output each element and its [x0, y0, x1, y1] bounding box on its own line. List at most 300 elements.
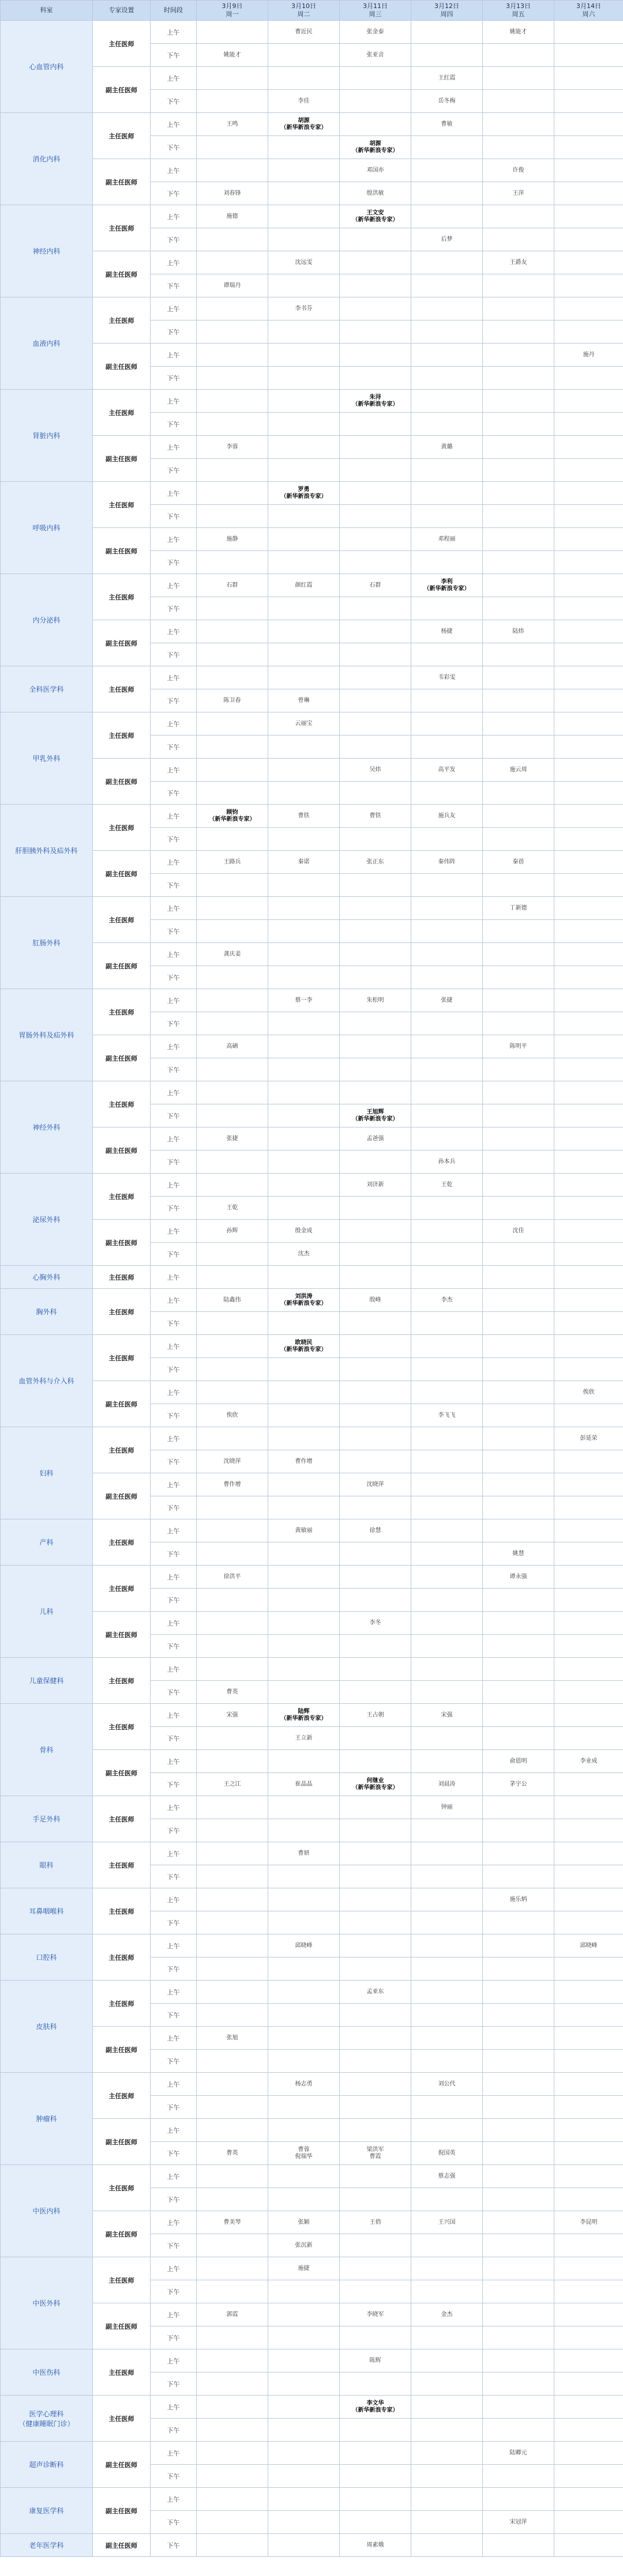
doctor-cell [197, 1635, 268, 1658]
doctor-cell[interactable]: 张捷 [197, 1127, 268, 1151]
doctor-cell [268, 1612, 340, 1635]
expert-level: 主任医师 [93, 1658, 151, 1704]
doctor-cell [554, 1127, 623, 1151]
expert-level: 主任医师 [93, 1842, 151, 1888]
doctor-cell[interactable]: 俟欣 [197, 1404, 268, 1427]
doctor-cell[interactable]: 颜红霞 [268, 574, 340, 597]
doctor-cell [197, 1658, 268, 1681]
doctor-cell[interactable]: 沈晓萍 [197, 1450, 268, 1473]
doctor-cell[interactable]: 陈卫春 [197, 689, 268, 712]
doctor-cell [483, 943, 554, 966]
doctor-cell [554, 2511, 623, 2534]
doctor-cell [554, 182, 623, 205]
doctor-cell [268, 2349, 340, 2373]
doctor-cell[interactable]: 宋冠萍 [483, 2511, 554, 2534]
doctor-cell[interactable]: 沈杰 [268, 1243, 340, 1266]
doctor-cell [554, 1058, 623, 1081]
doctor-cell[interactable]: 陈明平 [483, 1035, 554, 1058]
doctor-cell [268, 1151, 340, 1174]
doctor-cell[interactable]: 殷峰 [340, 1289, 411, 1312]
doctor-cell [411, 1104, 483, 1127]
doctor-cell [197, 597, 268, 620]
doctor-cell[interactable]: 俞恩明 [483, 1750, 554, 1773]
header-dept: 科室 [1, 1, 93, 21]
doctor-cell[interactable]: 谭瑞丹 [197, 274, 268, 297]
doctor-cell [340, 459, 411, 482]
doctor-cell[interactable]: 石群 [197, 574, 268, 597]
doctor-cell[interactable]: 王红霞 [411, 67, 483, 90]
doctor-cell [483, 1243, 554, 1266]
doctor-cell[interactable]: 李晓军 [340, 2303, 411, 2326]
header-slot: 时间段 [151, 1, 197, 21]
time-slot: 上午 [151, 390, 197, 413]
doctor-cell [483, 574, 554, 597]
doctor-cell[interactable]: 施乐炳 [483, 1888, 554, 1911]
time-slot: 下午 [151, 1819, 197, 1842]
expert-level: 副主任医师 [93, 943, 151, 989]
doctor-cell[interactable]: 宋强 [411, 1704, 483, 1727]
doctor-cell [197, 828, 268, 851]
doctor-cell[interactable]: 张沉新 [268, 2234, 340, 2257]
expert-level: 主任医师 [93, 2257, 151, 2303]
doctor-cell [411, 2096, 483, 2119]
doctor-cell[interactable]: 王之江 [197, 1773, 268, 1796]
doctor-cell[interactable]: 胡源 （新华新浪专家） [268, 113, 340, 136]
doctor-cell[interactable]: 王乾 [197, 1197, 268, 1220]
doctor-cell [411, 1542, 483, 1566]
doctor-cell [340, 482, 411, 505]
doctor-cell[interactable]: 曹铁 [340, 805, 411, 828]
doctor-cell[interactable]: 王鸣 [197, 113, 268, 136]
doctor-cell [197, 459, 268, 482]
time-slot: 下午 [151, 1404, 197, 1427]
doctor-cell [197, 1427, 268, 1450]
doctor-cell [483, 2234, 554, 2257]
doctor-cell[interactable]: 施兵友 [411, 805, 483, 828]
time-slot: 下午 [151, 551, 197, 574]
doctor-cell [268, 620, 340, 643]
doctor-cell [554, 2465, 623, 2488]
time-slot: 下午 [151, 1012, 197, 1035]
doctor-cell[interactable]: 施捷 [268, 2257, 340, 2280]
schedule-row [1, 1035, 623, 1058]
doctor-cell [268, 2280, 340, 2303]
doctor-cell [554, 1958, 623, 1981]
doctor-cell[interactable]: 孟亚东 [340, 1981, 411, 2004]
time-slot: 下午 [151, 367, 197, 390]
department-name: 皮肤科 [1, 1981, 93, 2073]
doctor-cell[interactable]: 茅宇公 [483, 1773, 554, 1796]
doctor-cell [268, 390, 340, 413]
doctor-cell[interactable]: 崔晶晶 [268, 1773, 340, 1796]
doctor-cell[interactable]: 李飞飞 [411, 1404, 483, 1427]
doctor-cell [554, 897, 623, 920]
doctor-cell[interactable]: 陆炜 [483, 620, 554, 643]
time-slot: 下午 [151, 1243, 197, 1266]
doctor-cell [268, 2050, 340, 2073]
doctor-cell[interactable]: 黄璐 [411, 436, 483, 459]
doctor-cell[interactable]: 后梦 [411, 228, 483, 251]
time-slot: 下午 [151, 920, 197, 943]
doctor-cell [268, 505, 340, 528]
doctor-cell [197, 2257, 268, 2280]
doctor-cell[interactable]: 陆卿元 [483, 2442, 554, 2465]
doctor-cell [554, 2027, 623, 2050]
expert-level: 副主任医师 [93, 1127, 151, 1174]
doctor-cell [268, 1312, 340, 1335]
expert-level: 副主任医师 [93, 759, 151, 805]
time-slot: 上午 [151, 2165, 197, 2188]
doctor-cell[interactable]: 宋强 [197, 1704, 268, 1727]
doctor-cell [483, 989, 554, 1012]
schedule-row [1, 851, 623, 874]
doctor-cell [197, 620, 268, 643]
doctor-cell[interactable]: 李文华 （新华新浪专家） [340, 2396, 411, 2419]
doctor-cell [340, 2165, 411, 2188]
time-slot: 下午 [151, 782, 197, 805]
doctor-cell [411, 2511, 483, 2534]
doctor-cell[interactable]: 朱浔 （新华新浪专家） [340, 390, 411, 413]
doctor-cell [554, 736, 623, 759]
doctor-cell[interactable]: 陆鑫伟 [197, 1289, 268, 1312]
doctor-cell [340, 1335, 411, 1358]
doctor-cell[interactable]: 张金泰 [340, 21, 411, 44]
doctor-cell [483, 1081, 554, 1104]
doctor-cell [340, 1012, 411, 1035]
doctor-cell [411, 2488, 483, 2511]
doctor-cell[interactable]: 李书芬 [268, 297, 340, 320]
doctor-cell[interactable]: 王乾 [411, 1174, 483, 1197]
doctor-cell [554, 2257, 623, 2280]
doctor-cell [483, 528, 554, 551]
doctor-cell [483, 1312, 554, 1335]
doctor-cell[interactable]: 高平发 [411, 759, 483, 782]
doctor-cell [268, 1958, 340, 1981]
doctor-cell [197, 2511, 268, 2534]
doctor-cell [483, 2073, 554, 2096]
doctor-cell[interactable]: 刘春锋 [197, 182, 268, 205]
doctor-cell[interactable]: 顾钧 （新华新浪专家） [197, 805, 268, 828]
time-slot: 上午 [151, 1427, 197, 1450]
doctor-cell [268, 1865, 340, 1888]
doctor-cell [483, 1612, 554, 1635]
doctor-cell [411, 1958, 483, 1981]
doctor-cell[interactable]: 何继业 （新华新浪专家） [340, 1773, 411, 1796]
doctor-cell[interactable]: 张正东 [340, 851, 411, 874]
time-slot: 下午 [151, 2188, 197, 2211]
doctor-cell[interactable]: 李蓉 [197, 436, 268, 459]
doctor-cell [483, 1958, 554, 1981]
doctor-cell[interactable]: 王文安 （新华新浪专家） [340, 205, 411, 228]
schedule-row [1, 205, 623, 228]
doctor-cell[interactable]: 刘济新 [340, 1174, 411, 1197]
doctor-cell[interactable]: 岳冬梅 [411, 90, 483, 113]
time-slot: 上午 [151, 1127, 197, 1151]
time-slot: 上午 [151, 2349, 197, 2373]
doctor-cell[interactable]: 曹作增 [268, 1450, 340, 1473]
schedule-row [1, 251, 623, 274]
doctor-cell[interactable]: 曹作增 [197, 1473, 268, 1496]
doctor-cell[interactable]: 钟丽 [411, 1796, 483, 1819]
doctor-cell [554, 1450, 623, 1473]
doctor-cell [340, 344, 411, 367]
doctor-cell[interactable]: 罗勇 （新华新浪专家） [268, 482, 340, 505]
doctor-cell[interactable]: 施丹 [554, 344, 623, 367]
doctor-cell [268, 1358, 340, 1381]
expert-level: 副主任医师 [93, 436, 151, 482]
time-slot: 下午 [151, 2373, 197, 2396]
doctor-cell[interactable]: 吴炜 [340, 759, 411, 782]
doctor-cell [268, 205, 340, 228]
doctor-cell [197, 897, 268, 920]
doctor-cell [340, 251, 411, 274]
doctor-cell [483, 643, 554, 666]
doctor-cell [554, 228, 623, 251]
doctor-cell[interactable]: 刘公代 [411, 2073, 483, 2096]
doctor-cell[interactable]: 王萍 [483, 182, 554, 205]
doctor-cell [197, 2096, 268, 2119]
doctor-cell [554, 1358, 623, 1381]
doctor-cell[interactable]: 杨志勇 [268, 2073, 340, 2096]
doctor-cell [483, 1865, 554, 1888]
doctor-cell [483, 2004, 554, 2027]
doctor-cell [483, 228, 554, 251]
doctor-cell[interactable]: 秦蓓 [483, 851, 554, 874]
doctor-cell[interactable]: 李佳 [268, 90, 340, 113]
doctor-cell [554, 2303, 623, 2326]
doctor-cell[interactable]: 曹美琴 [197, 2211, 268, 2234]
doctor-cell[interactable]: 王旭辉 （新华新浪专家） [340, 1104, 411, 1127]
doctor-cell[interactable]: 沈佳 [483, 1220, 554, 1243]
doctor-cell [554, 666, 623, 689]
doctor-cell [554, 597, 623, 620]
doctor-cell[interactable]: 施德 [197, 205, 268, 228]
doctor-cell[interactable]: 朱松明 [340, 989, 411, 1012]
doctor-cell[interactable]: 徐慧 [340, 1519, 411, 1542]
doctor-cell[interactable]: 陆辉 （新华新浪专家） [268, 1704, 340, 1727]
doctor-cell [411, 459, 483, 482]
doctor-cell[interactable]: 王爵友 [483, 251, 554, 274]
doctor-cell [340, 1819, 411, 1842]
doctor-cell[interactable]: 倪国英 [411, 2142, 483, 2165]
doctor-cell [268, 1104, 340, 1127]
doctor-cell [411, 2419, 483, 2442]
doctor-cell[interactable]: 曹妍 [268, 1842, 340, 1865]
doctor-cell[interactable]: 蔡志强 [411, 2165, 483, 2188]
expert-level: 副主任医师 [93, 1381, 151, 1427]
doctor-cell [554, 251, 623, 274]
doctor-cell[interactable]: 曾琳 [268, 689, 340, 712]
doctor-cell [483, 1635, 554, 1658]
doctor-cell [411, 1496, 483, 1519]
doctor-cell [483, 2119, 554, 2142]
doctor-cell [554, 2373, 623, 2396]
doctor-cell[interactable]: 孙本兵 [411, 1151, 483, 1174]
time-slot: 上午 [151, 344, 197, 367]
doctor-cell[interactable]: 杨捷 [411, 620, 483, 643]
doctor-cell[interactable]: 李利 （新华新浪专家） [411, 574, 483, 597]
doctor-cell[interactable]: 郭霞 [197, 2303, 268, 2326]
doctor-cell [411, 1865, 483, 1888]
doctor-cell[interactable]: 孟爸强 [340, 1127, 411, 1151]
doctor-cell[interactable]: 云丽宝 [268, 712, 340, 736]
expert-level: 主任医师 [93, 712, 151, 759]
day-date: 3月13日 [506, 2, 531, 10]
doctor-cell[interactable]: 姚能才 [197, 44, 268, 67]
doctor-cell [268, 643, 340, 666]
header-day-fri [483, 1, 554, 21]
doctor-cell [268, 1888, 340, 1911]
doctor-cell [554, 390, 623, 413]
doctor-cell [197, 1081, 268, 1104]
time-slot: 上午 [151, 666, 197, 689]
doctor-cell [554, 2073, 623, 2096]
doctor-cell [554, 1612, 623, 1635]
doctor-cell[interactable]: 石群 [340, 574, 411, 597]
doctor-cell[interactable]: 邱晓峰 [554, 1934, 623, 1958]
doctor-cell[interactable]: 金杰 [411, 2303, 483, 2326]
schedule-row [1, 805, 623, 828]
doctor-cell[interactable]: 张旭 [197, 2027, 268, 2050]
schedule-row [1, 1220, 623, 1243]
doctor-cell[interactable]: 梁洪军 曹霞 [340, 2142, 411, 2165]
doctor-cell [554, 989, 623, 1012]
doctor-cell[interactable]: 俟欣 [554, 1381, 623, 1404]
doctor-cell [268, 1127, 340, 1151]
time-slot: 上午 [151, 1796, 197, 1819]
doctor-cell[interactable]: 张捷 [411, 989, 483, 1012]
doctor-cell[interactable]: 丁新德 [483, 897, 554, 920]
expert-level: 副主任医师 [93, 851, 151, 897]
doctor-cell[interactable]: 姚能才 [483, 21, 554, 44]
time-slot: 上午 [151, 1473, 197, 1496]
doctor-cell [268, 1197, 340, 1220]
doctor-cell[interactable]: 王占朝 [340, 1704, 411, 1727]
expert-level: 主任医师 [93, 21, 151, 67]
doctor-cell[interactable]: 施云周 [483, 759, 554, 782]
doctor-cell[interactable]: 曹英 [197, 1681, 268, 1704]
doctor-cell[interactable]: 胡源 （新华新浪专家） [340, 136, 411, 159]
doctor-cell[interactable]: 蔡一李 [268, 989, 340, 1012]
doctor-cell [197, 228, 268, 251]
doctor-cell[interactable]: 秦伟阵 [411, 851, 483, 874]
doctor-cell[interactable]: 邱晓峰 [268, 1934, 340, 1958]
expert-level: 主任医师 [93, 1427, 151, 1473]
doctor-cell[interactable]: 秦诺 [268, 851, 340, 874]
doctor-cell[interactable]: 邓程丽 [411, 528, 483, 551]
schedule-row [1, 989, 623, 1012]
doctor-cell[interactable]: 许俊 [483, 159, 554, 182]
doctor-cell [197, 1842, 268, 1865]
doctor-cell[interactable]: 沈晓萍 [340, 1473, 411, 1496]
header-day-wed [340, 1, 411, 21]
doctor-cell[interactable]: 李杰 [411, 1289, 483, 1312]
doctor-cell [268, 2396, 340, 2419]
doctor-cell[interactable]: 殷金成 [268, 1220, 340, 1243]
doctor-cell[interactable]: 彭延荣 [554, 1427, 623, 1450]
doctor-cell [411, 1035, 483, 1058]
doctor-cell[interactable]: 曹蓉 倪瑞华 [268, 2142, 340, 2165]
doctor-cell[interactable]: 王兴国 [411, 2211, 483, 2234]
doctor-cell [268, 1266, 340, 1289]
doctor-cell[interactable]: 刘洪涛 （新华新浪专家） [268, 1289, 340, 1312]
doctor-cell[interactable]: 孙辉 [197, 1220, 268, 1243]
doctor-cell [268, 966, 340, 989]
doctor-cell[interactable]: 沈远雯 [268, 251, 340, 274]
doctor-cell [268, 413, 340, 436]
doctor-cell [483, 1012, 554, 1035]
doctor-cell [483, 2373, 554, 2396]
doctor-cell[interactable]: 龚庆姜 [197, 943, 268, 966]
doctor-cell [197, 2349, 268, 2373]
doctor-cell[interactable]: 周素娥 [340, 2534, 411, 2557]
time-slot: 上午 [151, 574, 197, 597]
doctor-cell [554, 1865, 623, 1888]
doctor-cell[interactable]: 姚慧 [483, 1542, 554, 1566]
doctor-cell[interactable]: 施静 [197, 528, 268, 551]
doctor-cell[interactable]: 高硒 [197, 1035, 268, 1058]
doctor-cell [268, 551, 340, 574]
doctor-cell [554, 1658, 623, 1681]
doctor-cell [340, 1266, 411, 1289]
schedule-row [1, 1796, 623, 1819]
doctor-cell[interactable]: 李业成 [554, 1750, 623, 1773]
time-slot: 下午 [151, 2326, 197, 2349]
doctor-cell [268, 1081, 340, 1104]
doctor-cell [411, 182, 483, 205]
doctor-cell[interactable]: 陈辉 [340, 2349, 411, 2373]
doctor-cell[interactable]: 曹敏 [411, 113, 483, 136]
doctor-cell[interactable]: 曹铁 [268, 805, 340, 828]
doctor-cell[interactable]: 欧晓民 （新华新浪专家） [268, 1335, 340, 1358]
doctor-cell [411, 1473, 483, 1496]
doctor-cell[interactable]: 徐洪平 [197, 1566, 268, 1589]
time-slot: 下午 [151, 2142, 197, 2165]
doctor-cell[interactable]: 韦彩雯 [411, 666, 483, 689]
doctor-cell[interactable]: 李冬 [340, 1612, 411, 1635]
schedule-row [1, 67, 623, 90]
doctor-cell [411, 1911, 483, 1934]
doctor-cell [483, 297, 554, 320]
doctor-cell[interactable]: 刘晨涛 [411, 1773, 483, 1796]
doctor-cell[interactable]: 李昆明 [554, 2211, 623, 2234]
schedule-row [1, 1612, 623, 1635]
doctor-cell [411, 1312, 483, 1335]
doctor-cell[interactable]: 王俏 [340, 2211, 411, 2234]
doctor-cell[interactable]: 王立新 [268, 1727, 340, 1750]
doctor-cell [197, 551, 268, 574]
doctor-cell[interactable]: 曹英 [197, 2142, 268, 2165]
doctor-cell[interactable]: 殷洪敏 [340, 182, 411, 205]
department-name: 肿瘤科 [1, 2073, 93, 2165]
doctor-cell[interactable]: 黄敏丽 [268, 1519, 340, 1542]
doctor-cell[interactable]: 邓国亦 [340, 159, 411, 182]
schedule-row [1, 1473, 623, 1496]
doctor-cell[interactable]: 谭永强 [483, 1566, 554, 1589]
doctor-cell[interactable]: 张亚音 [340, 44, 411, 67]
doctor-cell [197, 1174, 268, 1197]
doctor-cell [340, 1312, 411, 1335]
doctor-cell [268, 44, 340, 67]
expert-level: 主任医师 [93, 2165, 151, 2211]
doctor-cell [411, 943, 483, 966]
doctor-cell[interactable]: 张颖 [268, 2211, 340, 2234]
doctor-cell [268, 2465, 340, 2488]
time-slot: 上午 [151, 113, 197, 136]
doctor-cell[interactable]: 王路兵 [197, 851, 268, 874]
doctor-cell [411, 920, 483, 943]
doctor-cell[interactable]: 曹近民 [268, 21, 340, 44]
